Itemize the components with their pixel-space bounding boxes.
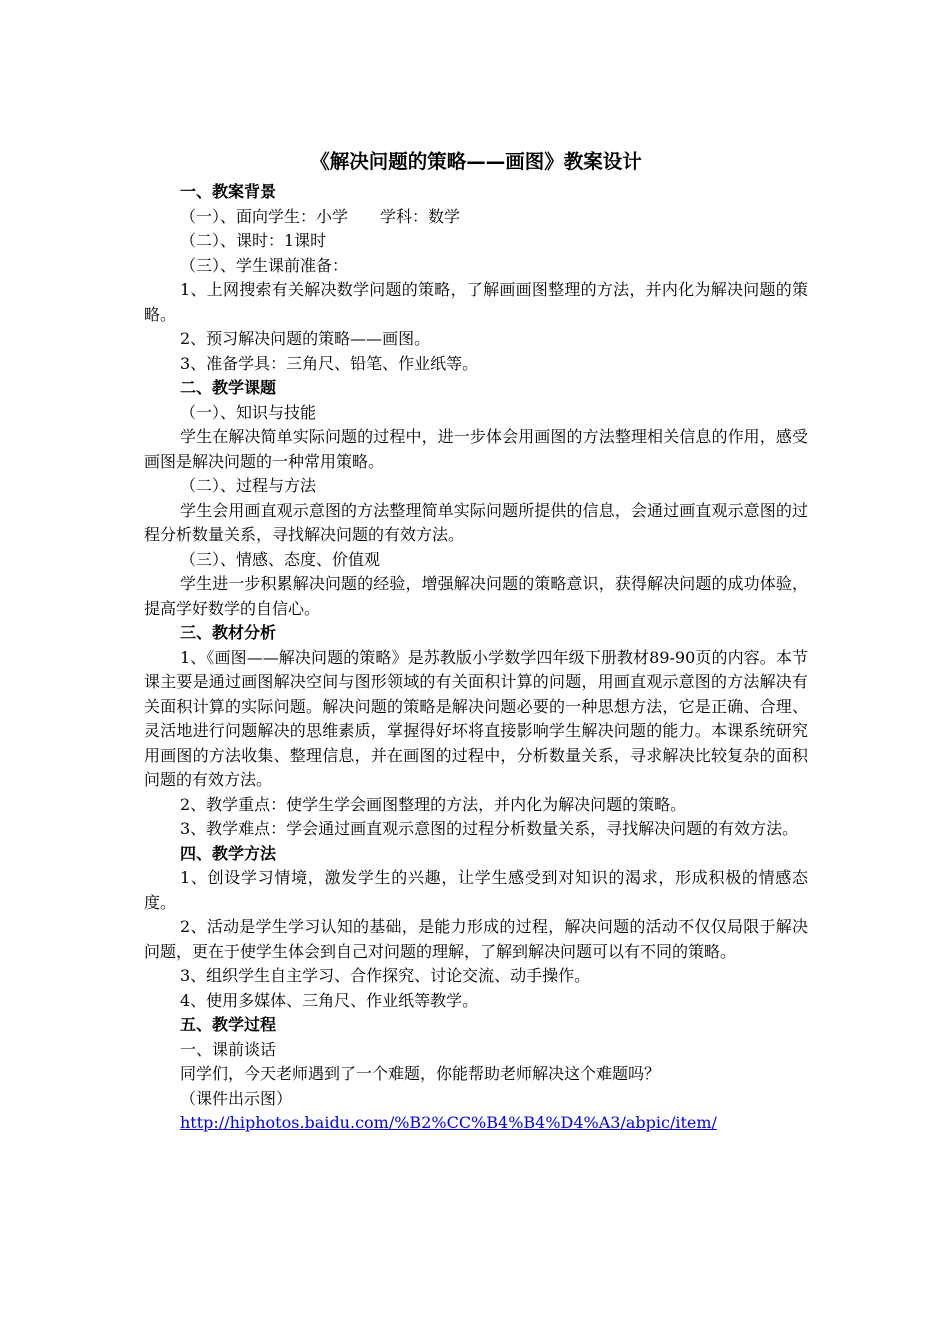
image-link-paragraph bbox=[144, 1111, 808, 1136]
paragraph: 1、上网搜索有关解决数学问题的策略，了解画画图整理的方法，并内化为解决问题的策略。 bbox=[144, 280, 808, 324]
document-title: 《解决问题的策略——画图》教案设计 bbox=[310, 150, 642, 173]
paragraph: 3、组织学生自主学习、合作探究、讨论交流、动手操作。 bbox=[180, 966, 591, 985]
paragraph: （二）、过程与方法 bbox=[180, 476, 317, 495]
paragraph: 4、使用多媒体、三角尺、作业纸等教学。 bbox=[180, 990, 479, 1010]
paragraph: （课件出示图） bbox=[180, 1088, 293, 1108]
paragraph: 2、教学重点：使学生学会画图整理的方法，并内化为解决问题的策略。 bbox=[180, 794, 687, 814]
paragraph: 1、《画图——解决问题的策略》是苏教版小学数学四年级下册教材89-90页的内容。本节课主要是通过画图解决空间与图形领域的有关面积计算的问题，用画直观示意图的方法解决有关面积计算的实际问题。解决问题的策略是解决问题必要的一种思想方法，它是正确、合理、灵活地进行问题解决的思维素质，掌握得好坏将直接影响学生解决问题的能力。本课系统研究用画图的方法收集、整理信息，并在画图的过程中，分析数量关系，寻求解决比较复杂的面积问题的有效方法。 bbox=[144, 647, 808, 789]
paragraph: 3、教学难点：学会通过画直观示意图的过程分析数量关系，寻找解决问题的有效方法。 bbox=[180, 819, 799, 838]
section-heading-textbook-analysis: 三、教材分析 bbox=[180, 623, 277, 642]
paragraph: 学生会用画直观示意图的方法整理简单实际问题所提供的信息，会通过画直观示意图的过程分析数量关系，寻找解决问题的有效方法。 bbox=[144, 500, 808, 544]
paragraph: 同学们，今天老师遇到了一个难题，你能帮助老师解决这个难题吗？ bbox=[180, 1064, 661, 1083]
paragraph: （一）、知识与技能 bbox=[180, 402, 317, 422]
document-page bbox=[144, 148, 808, 1136]
paragraph: 2、预习解决问题的策略——画图。 bbox=[180, 329, 431, 348]
section-heading-teaching-methods: 四、教学方法 bbox=[180, 843, 277, 863]
paragraph: （三）、学生课前准备： bbox=[180, 255, 349, 275]
paragraph: 2、活动是学生学习认知的基础，是能力形成的过程，解决问题的活动不仅仅局限于解决问题，更在于使学生体会到自己对问题的理解，了解到解决问题可以有不同的策略。 bbox=[144, 917, 808, 961]
section-heading-background: 一、教案背景 bbox=[180, 182, 277, 201]
section-heading-topic: 二、教学课题 bbox=[180, 378, 277, 397]
paragraph: 学生在解决简单实际问题的过程中，进一步体会用画图的方法整理相关信息的作用，感受画图是解决问题的一种常用策略。 bbox=[144, 427, 808, 471]
image-link[interactable]: http://hiphotos.baidu.com/%B2%CC%B4%B4%D4%A3/abpic/item/ bbox=[180, 1113, 717, 1132]
paragraph: 1、创设学习情境，激发学生的兴趣，让学生感受到对知识的渴求，形成积极的情感态度。 bbox=[144, 868, 808, 912]
section-heading-teaching-process: 五、教学过程 bbox=[180, 1015, 277, 1034]
paragraph: 3、准备学具：三角尺、铅笔、作业纸等。 bbox=[180, 353, 479, 373]
paragraph: 学生进一步积累解决问题的经验，增强解决问题的策略意识，获得解决问题的成功体验，提高学好数学的自信心。 bbox=[144, 574, 808, 618]
paragraph: （一）、面向学生：小学 学科：数学 bbox=[180, 206, 461, 226]
paragraph: （二）、课时：1课时 bbox=[180, 231, 327, 250]
paragraph: （三）、情感、态度、价值观 bbox=[180, 549, 381, 569]
paragraph: 一、课前谈话 bbox=[180, 1039, 277, 1059]
